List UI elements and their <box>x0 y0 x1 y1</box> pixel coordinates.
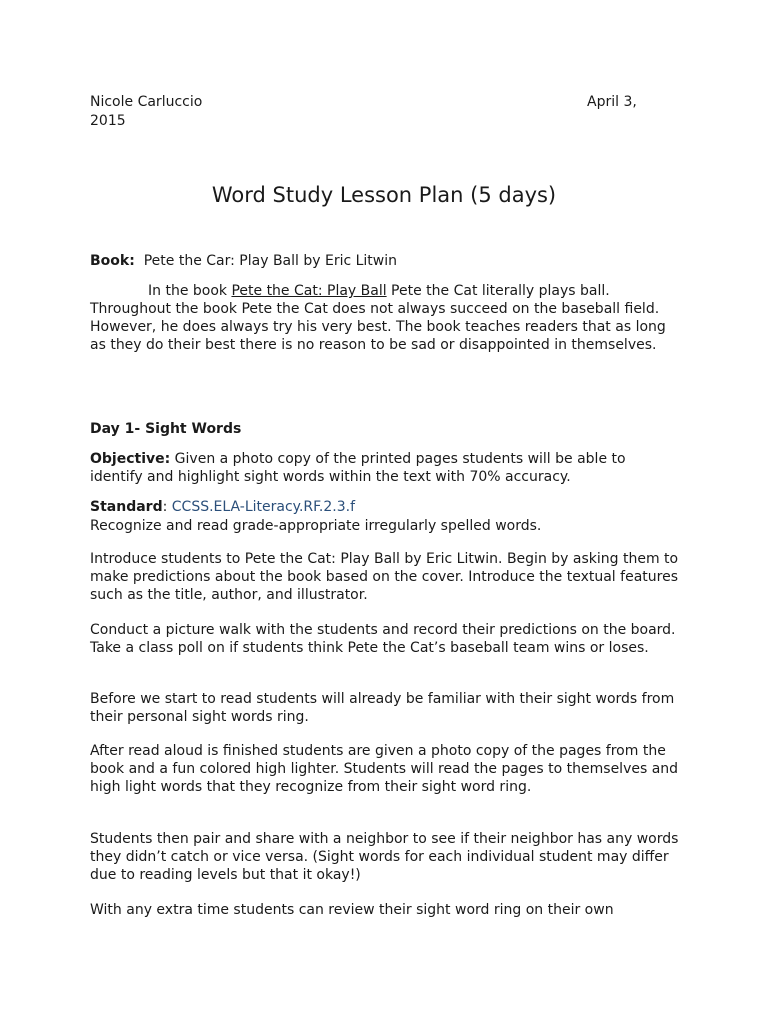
day1-heading: Day 1- Sight Words <box>90 421 242 437</box>
body-paragraph-5: Students then pair and share with a neighbor to see if their neighbor has any words they didn’t catch or vice versa. (Sight words for each individual student may differ due to reading levels but that it okay!) <box>90 831 679 883</box>
standard-description: Recognize and read grade-appropriate irregularly spelled words. <box>90 518 542 534</box>
body-paragraph-1: Introduce students to Pete the Cat: Play Ball by Eric Litwin. Begin by asking them to make predictions about the book based on the cover. Introduce the textual features such as the title, author, and illustrator. <box>90 551 679 603</box>
standard-colon: : <box>162 499 172 515</box>
summary-paragraph <box>90 282 680 354</box>
author-name: Nicole Carluccio <box>90 94 203 110</box>
date-year: 2015 <box>90 113 126 129</box>
body-paragraph-2: Conduct a picture walk with the students and record their predictions on the board. Take a class poll on if students think Pete the Cat’s baseball team wins or loses. <box>90 622 676 656</box>
document-title: Word Study Lesson Plan (5 days) <box>211 183 557 207</box>
summary-rest: Pete the Cat literally plays ball. Throughout the book Pete the Cat does not always succeed on the baseball field. However, he does always try his very best. The book teaches readers that as long as they do their best there is no reason to be sad or disappointed in themselves. <box>90 283 666 353</box>
book-line <box>90 252 680 270</box>
standard-label: Standard <box>90 499 163 515</box>
objective-text: Given a photo copy of the printed pages students will be able to identify and highlight sight words within the text with 70% accuracy. <box>90 451 626 485</box>
body-paragraph-4: After read aloud is finished students are given a photo copy of the pages from the book and a fun colored high lighter. Students will read the pages to themselves and high light words that they recognize from their sight word ring. <box>90 743 679 795</box>
body-paragraph-3: Before we start to read students will already be familiar with their sight words from their personal sight words ring. <box>90 691 675 725</box>
standard-line <box>90 498 680 516</box>
summary-book-title: Pete the Cat: Play Ball <box>231 283 387 299</box>
book-label: Book: <box>90 253 135 269</box>
summary-lead: In the book <box>148 283 232 299</box>
date-month-day: April 3, <box>587 94 637 110</box>
objective-paragraph <box>90 450 680 486</box>
book-value: Pete the Car: Play Ball by Eric Litwin <box>143 253 398 269</box>
standard-code-link[interactable]: CCSS.ELA-Literacy.RF.2.3.f <box>171 499 356 515</box>
body-paragraph-6: With any extra time students can review their sight word ring on their own <box>90 902 614 918</box>
objective-label: Objective: <box>90 451 171 467</box>
